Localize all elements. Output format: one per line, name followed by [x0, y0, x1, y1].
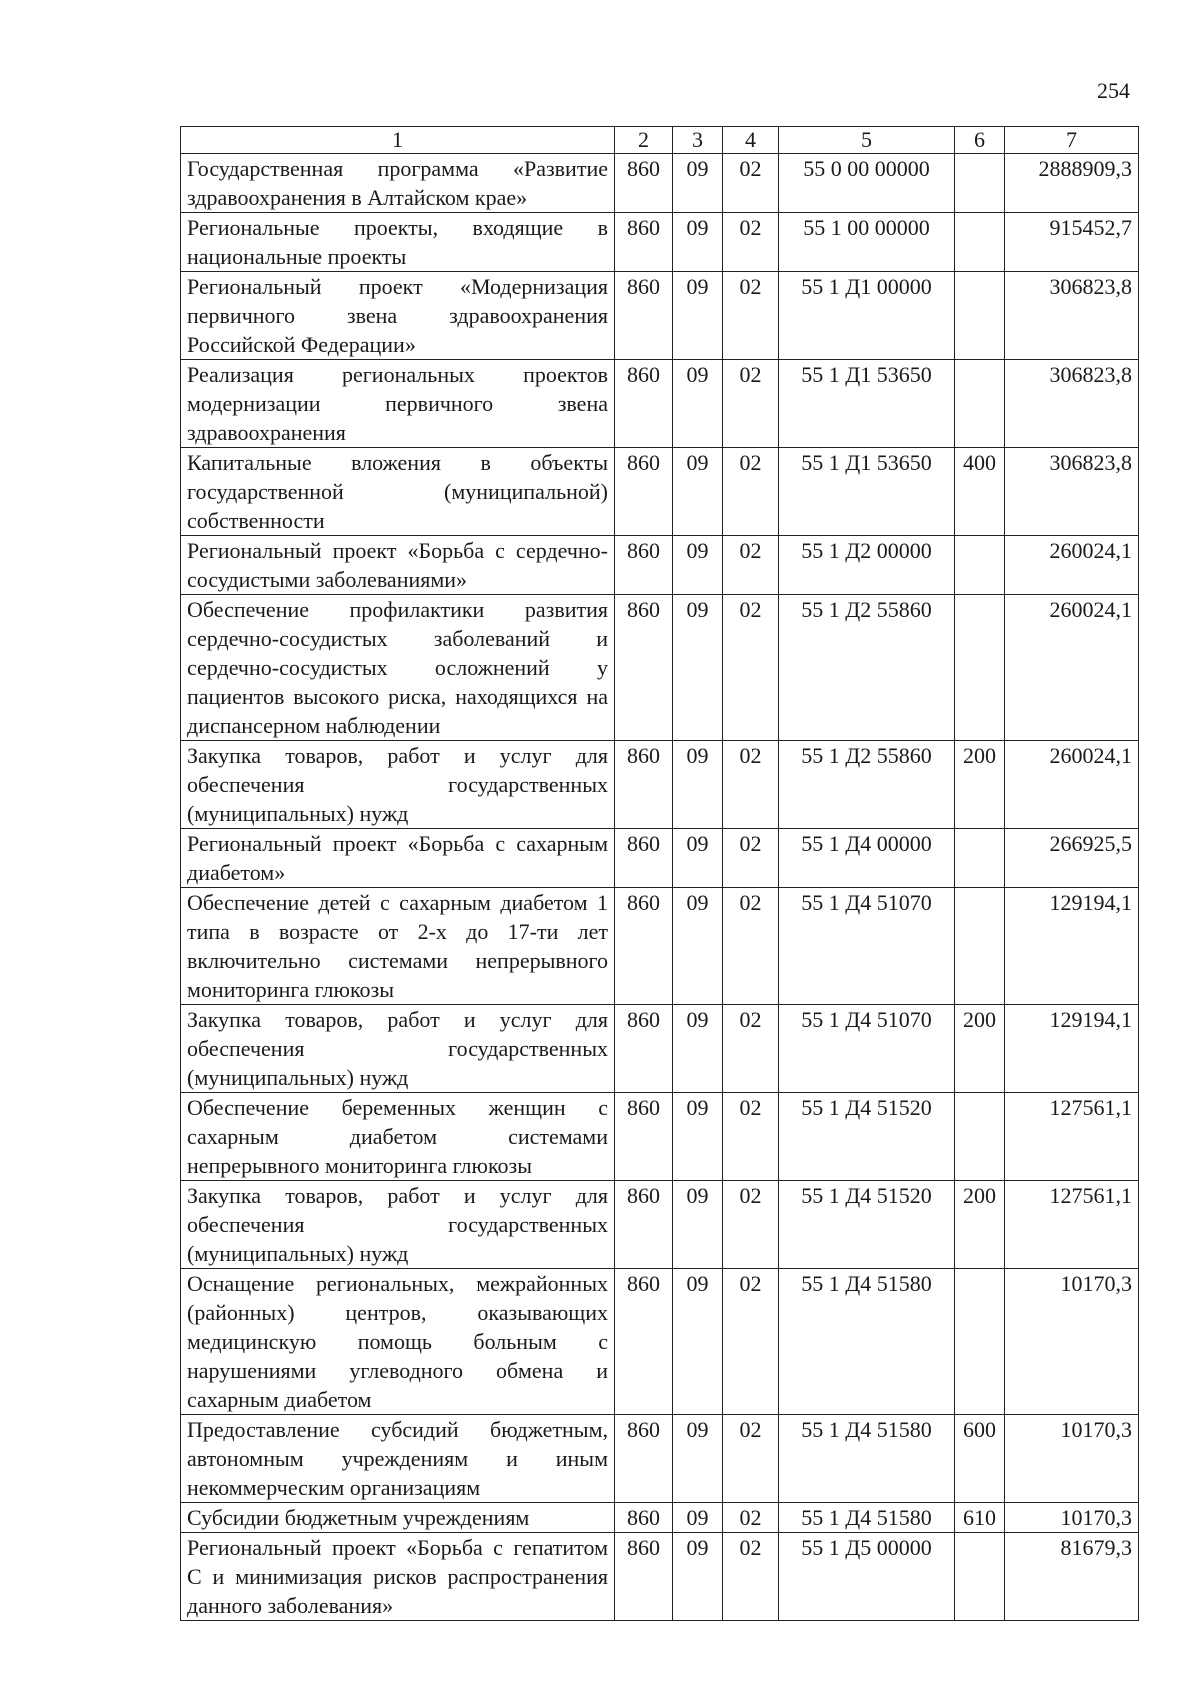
- row-code-cell: 55 1 Д4 51580: [779, 1415, 955, 1503]
- row-col3-cell: 09: [673, 1415, 723, 1503]
- row-col4-cell: 02: [723, 1269, 779, 1415]
- row-type-cell: [955, 272, 1005, 360]
- row-type-cell: [955, 1093, 1005, 1181]
- row-col4-cell: 02: [723, 536, 779, 595]
- table-row: [181, 448, 1139, 536]
- row-name-cell: Закупка товаров, работ и услуг для обеспечения государственных (муниципальных) нужд: [181, 741, 615, 829]
- row-code-cell: 55 1 Д1 53650: [779, 360, 955, 448]
- header-col-4: 4: [723, 127, 779, 154]
- row-name-cell: Государственная программа «Развитие здравоохранения в Алтайском крае»: [181, 154, 615, 213]
- row-amount-cell: 129194,1: [1005, 1005, 1139, 1093]
- page-number: 254: [1097, 78, 1130, 103]
- header-col-2: 2: [615, 127, 673, 154]
- header-col-3: 3: [673, 127, 723, 154]
- table-row: [181, 1093, 1139, 1181]
- row-col4-cell: 02: [723, 1005, 779, 1093]
- row-col2-cell: 860: [615, 1269, 673, 1415]
- row-code-cell: 55 1 Д1 53650: [779, 448, 955, 536]
- row-amount-cell: 10170,3: [1005, 1503, 1139, 1533]
- row-col4-cell: 02: [723, 888, 779, 1005]
- row-col2-cell: 860: [615, 1093, 673, 1181]
- row-code-cell: 55 1 Д4 51520: [779, 1181, 955, 1269]
- table-row: [181, 360, 1139, 448]
- row-col3-cell: 09: [673, 448, 723, 536]
- row-col2-cell: 860: [615, 1005, 673, 1093]
- row-col3-cell: 09: [673, 154, 723, 213]
- table-row: [181, 1415, 1139, 1503]
- row-type-cell: 200: [955, 741, 1005, 829]
- table-row: [181, 272, 1139, 360]
- row-name-cell: Обеспечение беременных женщин с сахарным диабетом системами непрерывного мониторинга глюкозы: [181, 1093, 615, 1181]
- table-row: [181, 536, 1139, 595]
- row-col2-cell: 860: [615, 1181, 673, 1269]
- row-col3-cell: 09: [673, 1181, 723, 1269]
- row-col4-cell: 02: [723, 1093, 779, 1181]
- row-col4-cell: 02: [723, 829, 779, 888]
- header-col-5: 5: [779, 127, 955, 154]
- row-col2-cell: 860: [615, 1415, 673, 1503]
- row-col2-cell: 860: [615, 272, 673, 360]
- row-name-cell: Реализация региональных проектов модернизации первичного звена здравоохранения: [181, 360, 615, 448]
- row-amount-cell: 260024,1: [1005, 536, 1139, 595]
- row-name-cell: Региональный проект «Борьба с сердечно-сосудистыми заболеваниями»: [181, 536, 615, 595]
- row-code-cell: 55 1 Д4 00000: [779, 829, 955, 888]
- row-name-cell: Капитальные вложения в объекты государственной (муниципальной) собственности: [181, 448, 615, 536]
- row-col3-cell: 09: [673, 272, 723, 360]
- row-name-cell: Обеспечение детей с сахарным диабетом 1 типа в возрасте от 2-х до 17-ти лет включительно системами непрерывного мониторинга глюкозы: [181, 888, 615, 1005]
- row-type-cell: [955, 213, 1005, 272]
- table-row: [181, 829, 1139, 888]
- row-amount-cell: 306823,8: [1005, 272, 1139, 360]
- row-col3-cell: 09: [673, 741, 723, 829]
- table-row: [181, 213, 1139, 272]
- row-col4-cell: 02: [723, 272, 779, 360]
- row-col3-cell: 09: [673, 536, 723, 595]
- row-col2-cell: 860: [615, 1533, 673, 1621]
- row-code-cell: 55 1 00 00000: [779, 213, 955, 272]
- row-name-cell: Закупка товаров, работ и услуг для обеспечения государственных (муниципальных) нужд: [181, 1181, 615, 1269]
- row-col2-cell: 860: [615, 888, 673, 1005]
- row-col3-cell: 09: [673, 1503, 723, 1533]
- row-amount-cell: 10170,3: [1005, 1269, 1139, 1415]
- row-type-cell: 400: [955, 448, 1005, 536]
- row-col2-cell: 860: [615, 829, 673, 888]
- budget-table: [180, 126, 1139, 1621]
- row-col4-cell: 02: [723, 154, 779, 213]
- table-row: [181, 595, 1139, 741]
- row-name-cell: Региональный проект «Борьба с гепатитом С и минимизация рисков распространения данного заболевания»: [181, 1533, 615, 1621]
- table-row: [181, 154, 1139, 213]
- row-col4-cell: 02: [723, 595, 779, 741]
- table-row: [181, 888, 1139, 1005]
- row-type-cell: 610: [955, 1503, 1005, 1533]
- row-col3-cell: 09: [673, 1269, 723, 1415]
- row-type-cell: 200: [955, 1005, 1005, 1093]
- row-col3-cell: 09: [673, 888, 723, 1005]
- row-type-cell: [955, 829, 1005, 888]
- table-row: [181, 1269, 1139, 1415]
- table-row: [181, 1005, 1139, 1093]
- row-amount-cell: 306823,8: [1005, 448, 1139, 536]
- header-col-6: 6: [955, 127, 1005, 154]
- row-col4-cell: 02: [723, 448, 779, 536]
- row-col2-cell: 860: [615, 741, 673, 829]
- row-amount-cell: 915452,7: [1005, 213, 1139, 272]
- table-row: [181, 1503, 1139, 1533]
- row-name-cell: Региональный проект «Борьба с сахарным диабетом»: [181, 829, 615, 888]
- row-code-cell: 55 0 00 00000: [779, 154, 955, 213]
- row-col4-cell: 02: [723, 360, 779, 448]
- row-col3-cell: 09: [673, 1093, 723, 1181]
- row-col3-cell: 09: [673, 595, 723, 741]
- row-name-cell: Региональные проекты, входящие в национальные проекты: [181, 213, 615, 272]
- row-amount-cell: 260024,1: [1005, 741, 1139, 829]
- row-col4-cell: 02: [723, 213, 779, 272]
- row-col2-cell: 860: [615, 448, 673, 536]
- row-name-cell: Закупка товаров, работ и услуг для обеспечения государственных (муниципальных) нужд: [181, 1005, 615, 1093]
- row-col3-cell: 09: [673, 829, 723, 888]
- table-header: [181, 127, 1139, 154]
- row-col2-cell: 860: [615, 536, 673, 595]
- row-amount-cell: 127561,1: [1005, 1093, 1139, 1181]
- row-code-cell: 55 1 Д2 55860: [779, 595, 955, 741]
- row-name-cell: Оснащение региональных, межрайонных (районных) центров, оказывающих медицинскую помощь больным с нарушениями углеводного обмена и сахарным диабетом: [181, 1269, 615, 1415]
- row-amount-cell: 260024,1: [1005, 595, 1139, 741]
- row-type-cell: [955, 888, 1005, 1005]
- row-name-cell: Предоставление субсидий бюджетным, автономным учреждениям и иным некоммерческим организациям: [181, 1415, 615, 1503]
- row-amount-cell: 2888909,3: [1005, 154, 1139, 213]
- row-code-cell: 55 1 Д4 51070: [779, 1005, 955, 1093]
- row-type-cell: [955, 1269, 1005, 1415]
- row-type-cell: [955, 1533, 1005, 1621]
- row-col4-cell: 02: [723, 1415, 779, 1503]
- row-code-cell: 55 1 Д4 51580: [779, 1503, 955, 1533]
- table-row: [181, 1533, 1139, 1621]
- row-col3-cell: 09: [673, 1533, 723, 1621]
- row-col4-cell: 02: [723, 741, 779, 829]
- row-code-cell: 55 1 Д2 00000: [779, 536, 955, 595]
- row-name-cell: Региональный проект «Модернизация первичного звена здравоохранения Российской Федерации»: [181, 272, 615, 360]
- row-type-cell: 600: [955, 1415, 1005, 1503]
- row-col3-cell: 09: [673, 360, 723, 448]
- row-amount-cell: 306823,8: [1005, 360, 1139, 448]
- row-col4-cell: 02: [723, 1181, 779, 1269]
- row-type-cell: [955, 154, 1005, 213]
- row-type-cell: [955, 595, 1005, 741]
- row-code-cell: 55 1 Д4 51070: [779, 888, 955, 1005]
- row-name-cell: Обеспечение профилактики развития сердечно-сосудистых заболеваний и сердечно-сосудистых осложнений у пациентов высокого риска, находящихся на диспансерном наблюдении: [181, 595, 615, 741]
- row-type-cell: [955, 360, 1005, 448]
- row-col2-cell: 860: [615, 360, 673, 448]
- header-row: [181, 127, 1139, 154]
- row-code-cell: 55 1 Д5 00000: [779, 1533, 955, 1621]
- row-code-cell: 55 1 Д4 51580: [779, 1269, 955, 1415]
- row-code-cell: 55 1 Д1 00000: [779, 272, 955, 360]
- row-col2-cell: 860: [615, 154, 673, 213]
- table-row: [181, 741, 1139, 829]
- row-name-cell: Субсидии бюджетным учреждениям: [181, 1503, 615, 1533]
- header-col-7: 7: [1005, 127, 1139, 154]
- header-col-1: 1: [181, 127, 615, 154]
- row-amount-cell: 10170,3: [1005, 1415, 1139, 1503]
- row-col4-cell: 02: [723, 1503, 779, 1533]
- table-body: [181, 154, 1139, 1621]
- row-type-cell: [955, 536, 1005, 595]
- table-row: [181, 1181, 1139, 1269]
- row-col3-cell: 09: [673, 213, 723, 272]
- row-amount-cell: 81679,3: [1005, 1533, 1139, 1621]
- row-code-cell: 55 1 Д2 55860: [779, 741, 955, 829]
- row-col2-cell: 860: [615, 1503, 673, 1533]
- row-amount-cell: 127561,1: [1005, 1181, 1139, 1269]
- row-col4-cell: 02: [723, 1533, 779, 1621]
- row-col2-cell: 860: [615, 595, 673, 741]
- row-amount-cell: 129194,1: [1005, 888, 1139, 1005]
- row-col3-cell: 09: [673, 1005, 723, 1093]
- row-col2-cell: 860: [615, 213, 673, 272]
- row-code-cell: 55 1 Д4 51520: [779, 1093, 955, 1181]
- row-amount-cell: 266925,5: [1005, 829, 1139, 888]
- row-type-cell: 200: [955, 1181, 1005, 1269]
